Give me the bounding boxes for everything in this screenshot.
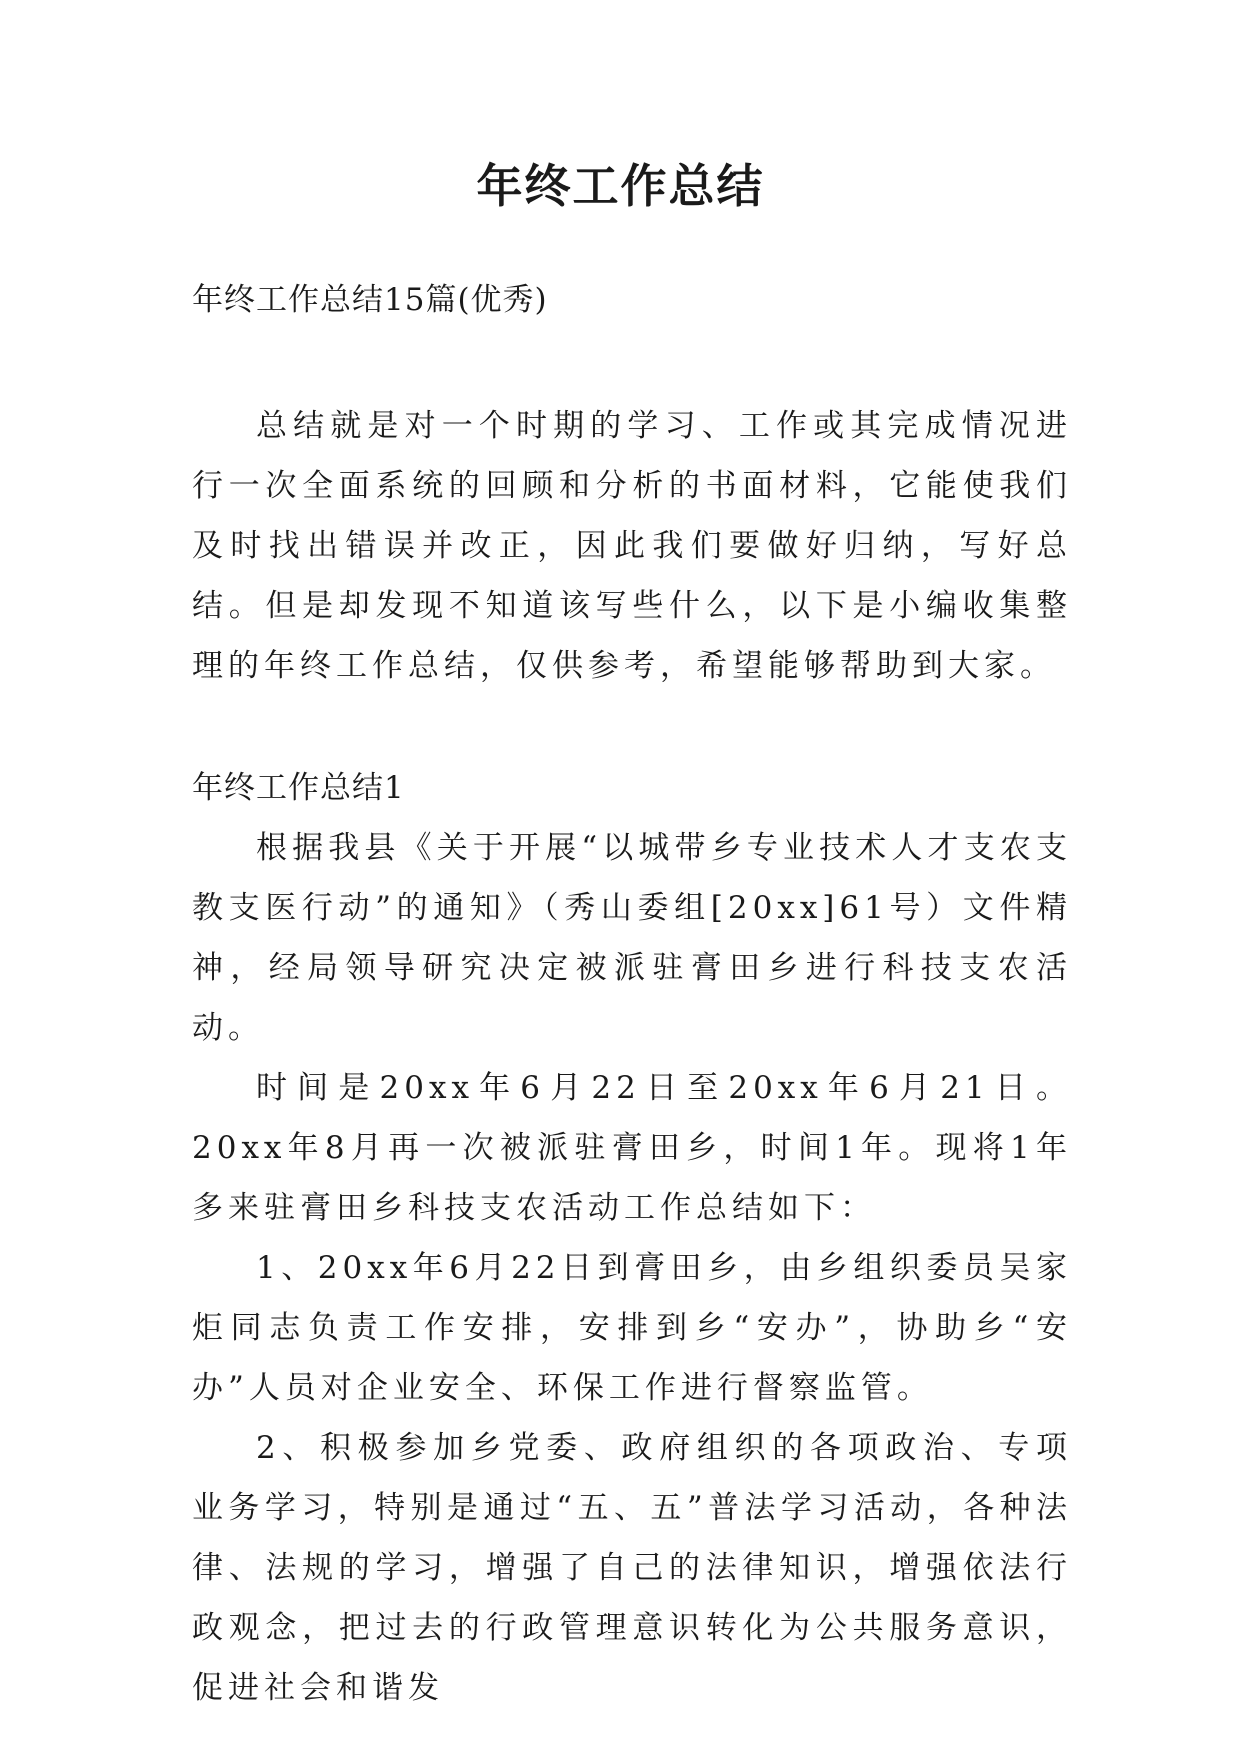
spacer — [192, 330, 1072, 396]
document-subtitle: 年终工作总结15篇(优秀) — [192, 282, 548, 318]
intro-paragraph: 总结就是对一个时期的学习、工作或其完成情况进行一次全面系统的回顾和分析的书面材料，它能使我们及时找出错误并改正，因此我们要做好归纳，写好总结。但是却发现不知道该写些什么，以下是小编收集整理的年终工作总结，仅供参考，希望能够帮助到大家。 — [192, 408, 1072, 684]
section-heading: 年终工作总结1 — [192, 770, 405, 806]
body-paragraph: 2、积极参加乡党委、政府组织的各项政治、专项业务学习，特别是通过“五、五”普法学习活动，各种法律、法规的学习，增强了自己的法律知识，增强依法行政观念，把过去的行政管理意识转化为公共服务意识，促进社会和谐发 — [192, 1430, 1072, 1706]
body-paragraph: 1、20xx年6月22日到膏田乡，由乡组织委员吴家炬同志负责工作安排，安排到乡“安办”，协助乡“安办”人员对企业安全、环保工作进行督察监管。 — [192, 1250, 1072, 1406]
document-body — [192, 270, 1072, 1718]
document-title: 年终工作总结 — [476, 159, 765, 213]
spacer — [192, 696, 1072, 758]
body-paragraph: 根据我县《关于开展“以城带乡专业技术人才支农支教支医行动”的通知》（秀山委组[20xx]61号）文件精神，经局领导研究决定被派驻膏田乡进行科技支农活动。 — [192, 830, 1072, 1046]
body-paragraph: 时间是20xx年6月22日至20xx年6月21日。20xx年8月再一次被派驻膏田乡，时间1年。现将1年多来驻膏田乡科技支农活动工作总结如下： — [192, 1070, 1072, 1226]
